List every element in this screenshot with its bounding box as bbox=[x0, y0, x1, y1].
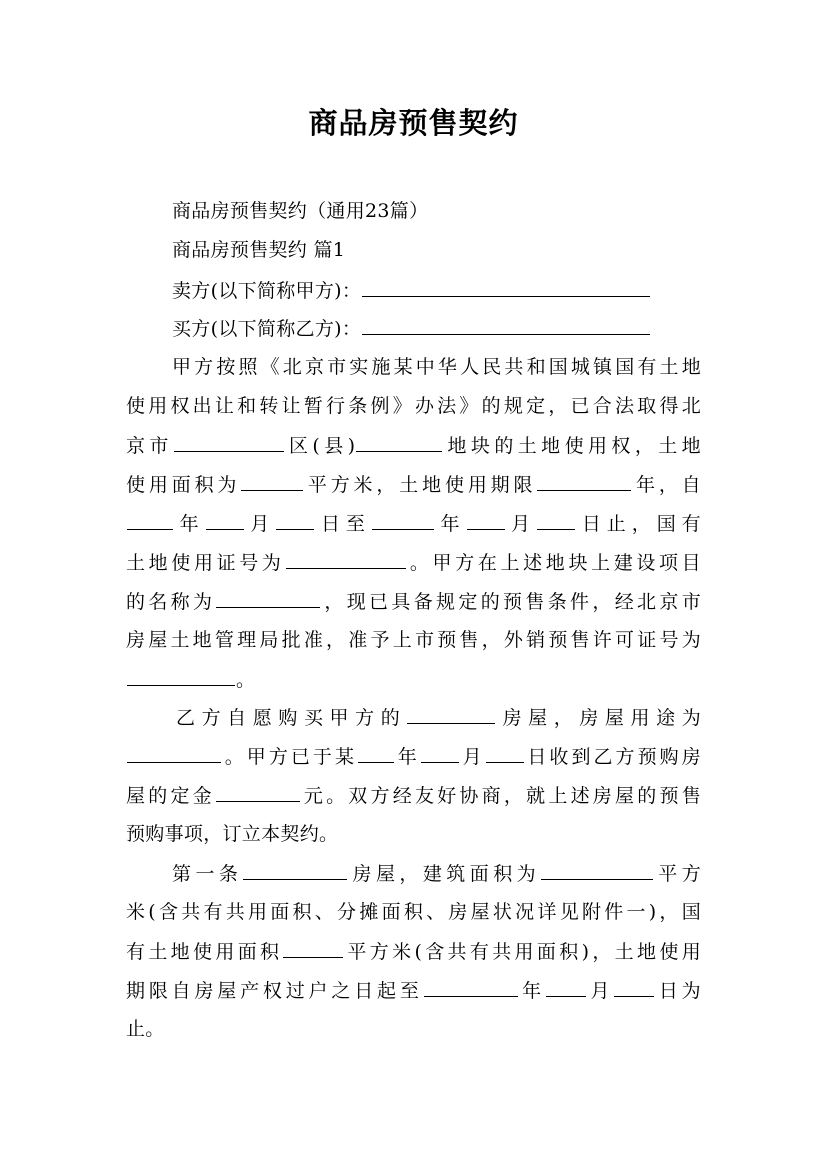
text-segment: 月 bbox=[587, 980, 614, 1002]
paragraph-line bbox=[172, 353, 701, 381]
document-title: 商品房预售契约 bbox=[308, 106, 519, 140]
text-segment: 米(含共有共用面积、分摊面积、房屋状况详见附件一)，国 bbox=[126, 901, 701, 923]
text-segment: 。甲方已于某 bbox=[222, 746, 358, 768]
text-segment: 有土地使用面积 bbox=[126, 941, 283, 963]
paragraph-line bbox=[126, 431, 701, 459]
text-segment: 年 bbox=[395, 746, 420, 768]
text-segment: 日至 bbox=[315, 513, 371, 535]
text-segment: 日收到乙方预购房 bbox=[524, 746, 701, 768]
permit-number-blank[interactable] bbox=[127, 665, 235, 686]
text-segment: 预购事项，订立本契约。 bbox=[126, 823, 339, 845]
paragraph-line bbox=[126, 470, 701, 498]
seller-label: 卖方(以下简称甲方)： bbox=[172, 280, 362, 302]
land-term-blank[interactable] bbox=[537, 470, 631, 491]
text-segment: 京市 bbox=[126, 435, 173, 457]
text-segment: 使用权出让和转让暂行条例》办法》的规定，已合法取得北 bbox=[126, 395, 701, 417]
text-segment: 年 bbox=[518, 980, 545, 1002]
buyer-label: 买方(以下简称乙方)： bbox=[172, 318, 362, 340]
paragraph-line bbox=[126, 665, 701, 693]
article1-house-blank[interactable] bbox=[243, 859, 347, 880]
term-year-blank[interactable] bbox=[424, 976, 518, 997]
text-segment: 的名称为 bbox=[126, 591, 216, 613]
text-segment: 甲方按照《北京市实施某中华人民共和国城镇国有土地 bbox=[172, 356, 701, 378]
seller-blank[interactable] bbox=[362, 276, 650, 297]
paragraph-line bbox=[126, 587, 701, 615]
house-use-blank[interactable] bbox=[127, 742, 221, 763]
deposit-day-blank[interactable] bbox=[486, 742, 524, 763]
text-segment: 日为 bbox=[655, 980, 701, 1002]
term-month-blank[interactable] bbox=[546, 976, 586, 997]
text-segment: 房屋土地管理局批准，准予上市预售，外销预售许可证号为 bbox=[126, 629, 701, 651]
land-area-blank[interactable] bbox=[241, 470, 303, 491]
start-year-blank[interactable] bbox=[127, 509, 173, 530]
text-segment: 。甲方在上述地块上建设项目 bbox=[406, 552, 701, 574]
section-heading bbox=[172, 236, 701, 264]
paragraph-line bbox=[126, 898, 701, 926]
text-segment: 月 bbox=[459, 746, 485, 768]
text-segment: 月 bbox=[505, 513, 537, 535]
start-day-blank[interactable] bbox=[276, 509, 314, 530]
text-segment: 止。 bbox=[126, 1018, 165, 1040]
building-area-blank[interactable] bbox=[541, 859, 653, 880]
paragraph-line bbox=[172, 859, 701, 887]
deposit-year-blank[interactable] bbox=[358, 742, 394, 763]
start-month-blank[interactable] bbox=[206, 509, 244, 530]
text-segment: 平方米，土地使用期限 bbox=[304, 474, 537, 496]
paragraph-line bbox=[126, 781, 701, 809]
text-segment: 日止，国有 bbox=[576, 513, 701, 535]
text-segment: 商品房预售契约（通用23篇） bbox=[172, 200, 429, 222]
text-segment: ，现已具备规定的预售条件，经北京市 bbox=[321, 591, 701, 613]
text-segment: 平方 bbox=[654, 863, 701, 885]
text-segment: 乙方自愿购买甲方的 bbox=[176, 707, 407, 729]
seller-line bbox=[172, 276, 701, 304]
text-segment: 房屋，建筑面积为 bbox=[348, 863, 541, 885]
paragraph-line bbox=[126, 976, 701, 1004]
paragraph-line bbox=[126, 626, 701, 654]
article1-land-area-blank[interactable] bbox=[283, 937, 343, 958]
paragraph-line bbox=[126, 820, 701, 848]
text-segment: 商品房预售契约 篇1 bbox=[172, 239, 346, 261]
paragraph-line bbox=[126, 392, 701, 420]
term-day-blank[interactable] bbox=[614, 976, 654, 997]
house-blank[interactable] bbox=[407, 703, 495, 724]
text-segment: 。 bbox=[236, 669, 256, 691]
text-segment: 元。双方经友好协商，就上述房屋的预售 bbox=[300, 785, 701, 807]
text-segment: 第一条 bbox=[172, 863, 243, 885]
paragraph-line bbox=[126, 742, 701, 770]
text-segment: 区(县) bbox=[284, 435, 356, 457]
paragraph-line bbox=[126, 548, 701, 576]
text-segment: 月 bbox=[244, 513, 276, 535]
text-segment: 年 bbox=[174, 513, 205, 535]
buyer-blank[interactable] bbox=[362, 314, 650, 335]
deposit-month-blank[interactable] bbox=[421, 742, 459, 763]
district-blank[interactable] bbox=[356, 431, 442, 452]
text-segment: 屋的定金 bbox=[126, 785, 215, 807]
paragraph-line bbox=[176, 703, 701, 731]
paragraph-line bbox=[126, 1015, 701, 1043]
deposit-amount-blank[interactable] bbox=[216, 781, 300, 802]
text-segment: 土地使用证号为 bbox=[126, 552, 285, 574]
paragraph-line bbox=[126, 509, 701, 537]
text-segment: 年，自 bbox=[632, 474, 701, 496]
text-segment: 房屋，房屋用途为 bbox=[496, 707, 701, 729]
buyer-line bbox=[172, 314, 701, 342]
paragraph-line bbox=[126, 937, 701, 965]
project-name-blank[interactable] bbox=[216, 587, 320, 608]
end-year-blank[interactable] bbox=[372, 509, 434, 530]
land-cert-blank[interactable] bbox=[286, 548, 406, 569]
text-segment: 年 bbox=[434, 513, 466, 535]
text-segment: 使用面积为 bbox=[126, 474, 241, 496]
text-segment: 地块的土地使用权，土地 bbox=[443, 435, 701, 457]
text-segment: 期限自房屋产权过户之日起至 bbox=[126, 980, 423, 1002]
document-subtitle bbox=[172, 197, 701, 225]
city-blank[interactable] bbox=[174, 431, 284, 452]
end-month-blank[interactable] bbox=[467, 509, 505, 530]
end-day-blank[interactable] bbox=[537, 509, 575, 530]
text-segment: 平方米(含共有共用面积)，土地使用 bbox=[344, 941, 701, 963]
